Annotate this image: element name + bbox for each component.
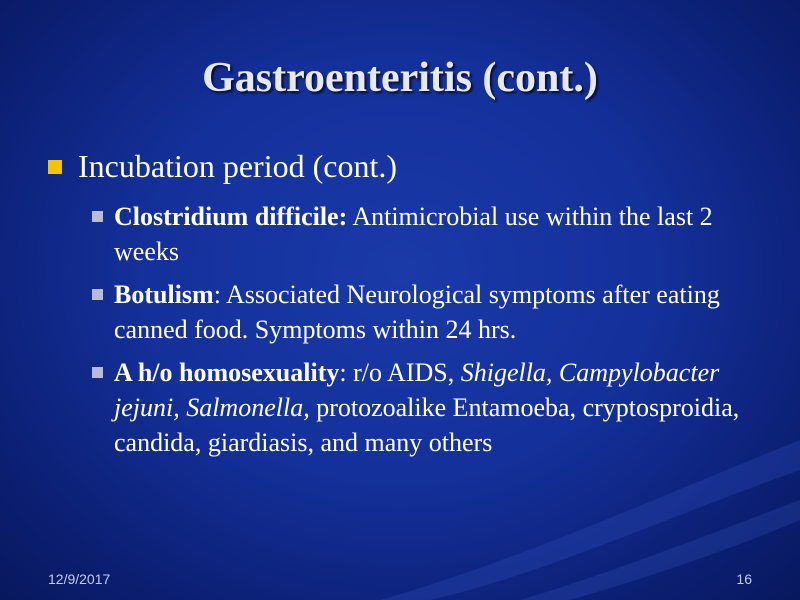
term-label: Botulism <box>114 280 214 309</box>
term-description: Antimicrobial use within the last 2 weeks <box>114 202 713 266</box>
sub-bullet-text <box>114 277 744 347</box>
organism-names: Shigella, Campylobacter jejuni, Salmonella, <box>114 358 720 422</box>
bullet-incubation-period <box>48 143 748 189</box>
term-description: : Associated Neurological symptoms after eating canned food. Symptoms within 24 hrs. <box>114 280 720 344</box>
slide-number: 16 <box>736 571 752 587</box>
slide-content <box>48 143 748 468</box>
term-description-continued: protozoalike Entamoeba, cryptosproidia, candida, giardiasis, and many others <box>114 393 740 457</box>
term-label: Clostridium difficile: <box>114 202 348 231</box>
slide-title: Gastroenteritis (cont.) <box>202 55 598 101</box>
square-bullet-icon <box>92 211 103 222</box>
sub-bullet-text <box>114 355 744 460</box>
sub-bullet-clostridium <box>92 199 748 269</box>
sub-bullet-homosexuality <box>92 355 748 460</box>
term-description: : r/o AIDS, <box>339 358 461 387</box>
square-bullet-icon <box>92 289 103 300</box>
square-bullet-icon <box>92 367 103 378</box>
sub-bullet-botulism <box>92 277 748 347</box>
square-bullet-icon <box>48 160 62 174</box>
sub-bullet-text <box>114 199 744 269</box>
footer-date: 12/9/2017 <box>48 571 111 587</box>
term-label: A h/o homosexuality <box>114 358 340 387</box>
bullet-text: Incubation period (cont.) <box>78 148 397 184</box>
